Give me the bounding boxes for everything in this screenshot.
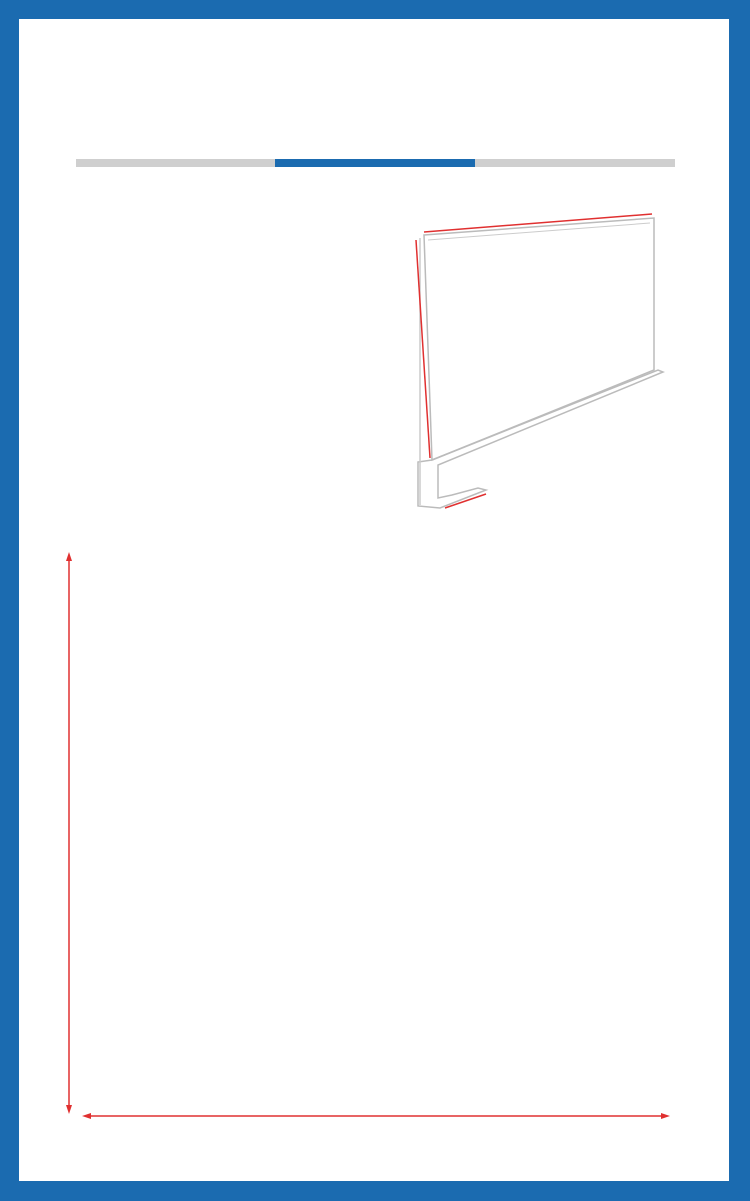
mesh-width-arrow-left [82,1113,91,1119]
mesh-width-arrow-right [661,1113,670,1119]
mesh-height-arrow-bottom [66,1105,72,1114]
mesh-height-arrow-top [66,552,72,561]
